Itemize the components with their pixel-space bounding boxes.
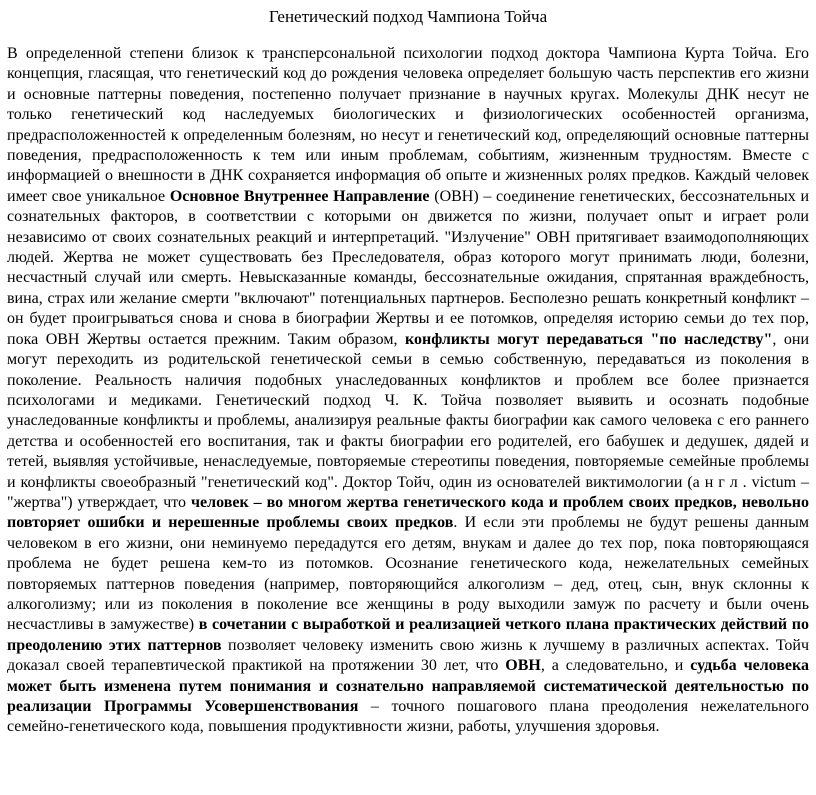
bold-text-run: в сочетании с выработкой и реализацией четкого плана практических действий по преодолению этих паттернов xyxy=(7,616,810,654)
text-run: позволяет человеку изменить свою жизнь к лучшему в различных аспектах. Тойч доказал своей терапевтической практикой на протяжении 30 лет, что xyxy=(7,636,809,675)
bold-text-run: Основное Внутреннее Направление xyxy=(169,187,430,205)
bold-text-run: судьба человека может быть изменена путем понимания и сознательно направляемой систематической деятельностью по реализации Программы Усовершенствования xyxy=(7,657,810,715)
text-run: . И если эти проблемы не будут решены данным человеком в его жизни, они неминуемо передадутся его детям, внукам и далее до тех пор, пока повторяющаяся проблема не будет решена кем-то из потомков. Осознание генетического кода, нежелательных семейных повторяемых паттернов поведения (например, повторяющийся алкоголизм – дед, отец, сын, внук склонны к алкоголизму; или из поколения в поколение все женщины в роду выходили замуж по расчету и были очень несчастливы в замужестве) xyxy=(7,514,809,634)
text-run: (ОВН) – соединение генетических, бессознательных и сознательных факторов, в соответствии с которыми он движется по жизни, получает опыт и играет роли независимо от своих сознательных реакций и интерпретаций. "Излучение" ОВН притягивает взаимодополняющих людей. Жертва не может существовать без Преследователя, образ которого могут принимать люди, болезни, несчастный случай или смерть. Невысказанные команды, бессознательные ожидания, спрятанная враждебность, вина, страх или желание смерти "включают" потенциальных партнеров. Бесполезно решать конкретный конфликт – он будет проигрываться снова и снова в биографии Жертвы и ее потомков, определяя историю семьи до тех пор, пока ОВН Жертвы остается прежним. Таким образом, xyxy=(7,187,810,348)
body-paragraph xyxy=(7,44,809,738)
text-run: В определенной степени близок к трансперсональной психологии подход доктора Чампиона Курта Тойча. Его концепция, гласящая, что генетический код до рождения человека определяет большую часть перспектив его жизни и основные паттерны поведения, постепенно получает признание в научных кругах. Молекулы ДНК несут не только генетический код наследуемых биологических и физиологических особенностей организма, предрасположенностей к определенным болезням, но несут и генетический код, определяющий основные паттерны поведения, предрасположенность к тем или иным проблемам, событиям, жизненным трудностям. Вместе с информацией о внешности в ДНК сохраняется информация об опыте и жизненных ролях предков. Каждый человек имеет свое уникальное xyxy=(7,45,809,205)
bold-text-run: человек – во многом жертва генетического кода и проблем своих предков, невольно повторяет ошибки и нерешенные проблемы своих предков xyxy=(7,493,809,532)
document-title: Генетический подход Чампиона Тойча xyxy=(268,7,548,26)
bold-text-run: конфликты могут передаваться "по наследству" xyxy=(405,330,773,348)
text-run: – точного пошагового плана преодоления нежелательного семейно-генетического кода, повышения продуктивности жизни, работы, улучшения здоровья. xyxy=(7,698,810,736)
text-run: , они могут переходить из родительской генетической семьи в семью собственную, передаваться из поколения в поколение. Реальность наличия подобных унаследованных конфликтов и проблем все более признается психологами и медиками. Генетический подход Ч. К. Тойча позволяет выявить и осознать подобные унаследованные конфликты и проблемы, анализируя реальные факты биографии как самого человека с его раннего детства и особенностей его воспитания, так и факты биографии его родителей, его бабушек и дедушек, дядей и тетей, выявляя устойчивые, ненаследуемые, повторяемые стереотипы поведения, повторяемые семейные проблемы и конфликты своеобразный "генетический код". Доктор Тойч, один из основателей виктимологии (а н г л . victum – "жертва") утверждает, что xyxy=(7,330,810,511)
text-run: , а следовательно, и xyxy=(540,657,691,675)
bold-text-run: ОВН xyxy=(505,657,541,675)
